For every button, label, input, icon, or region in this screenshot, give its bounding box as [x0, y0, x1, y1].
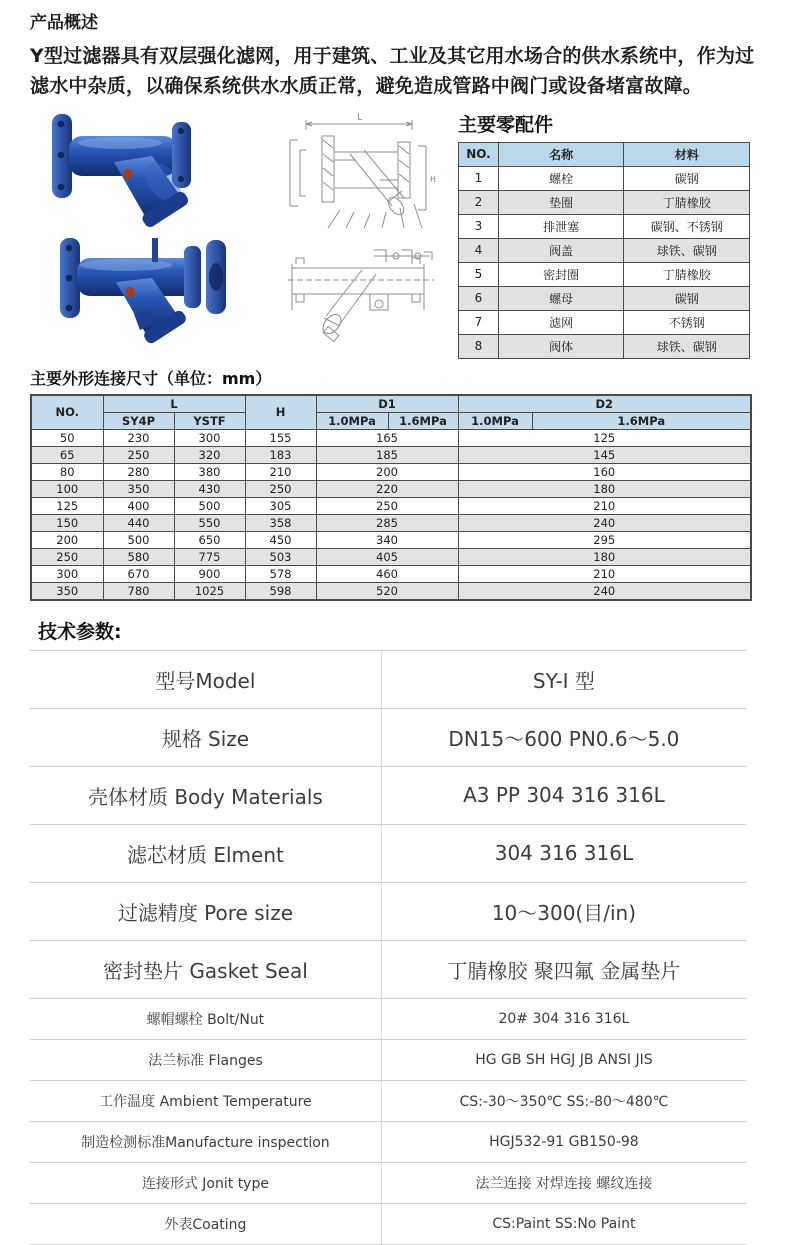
- dimensions-cell: 305: [245, 497, 316, 514]
- dimensions-cell: 670: [103, 565, 174, 582]
- dimensions-cell: 160: [458, 463, 751, 480]
- tech-value: HG GB SH HGJ JB ANSI JIS: [475, 1051, 653, 1068]
- tech-value: 法兰连接 对焊连接 螺纹连接: [475, 1175, 653, 1192]
- parts-row: [459, 166, 750, 190]
- dim-header-d1: D1: [316, 395, 458, 413]
- dimensions-cell: 250: [245, 480, 316, 497]
- dimensions-cell: 240: [458, 582, 751, 600]
- parts-row: [459, 262, 750, 286]
- parts-row: [459, 334, 750, 358]
- y-strainer-photo-top: [48, 110, 228, 228]
- tech-value: CS:-30～350℃ SS:-80～480℃: [459, 1093, 669, 1110]
- dimensions-row: [31, 565, 751, 582]
- dimensions-cell: 210: [458, 565, 751, 582]
- parts-cell: 碳钢、不锈钢: [624, 214, 750, 238]
- parts-table: [458, 142, 750, 359]
- dimensions-cell: 775: [174, 548, 245, 565]
- technical-drawing-top: [270, 110, 448, 234]
- dimensions-cell: 440: [103, 514, 174, 531]
- dimensions-cell: 240: [458, 514, 751, 531]
- drawing-dim-label-h: H: [430, 174, 437, 184]
- dimensions-header-row-2: [31, 412, 751, 429]
- dimensions-row: [31, 531, 751, 548]
- parts-cell: 6: [459, 286, 499, 310]
- dimensions-cell: 780: [103, 582, 174, 600]
- dimensions-cell: 405: [316, 548, 458, 565]
- dimensions-row: [31, 446, 751, 463]
- tech-row: [30, 708, 746, 766]
- parts-cell: 螺栓: [498, 166, 623, 190]
- parts-cell: 3: [459, 214, 499, 238]
- parts-cell: 1: [459, 166, 499, 190]
- parts-cell: 2: [459, 190, 499, 214]
- parts-cell: 球铁、碳钢: [624, 238, 750, 262]
- tech-row: [30, 824, 746, 882]
- dimensions-cell: 650: [174, 531, 245, 548]
- parts-cell: 阀体: [498, 334, 623, 358]
- dimensions-cell: 430: [174, 480, 245, 497]
- product-media-area: [30, 110, 458, 352]
- parts-header-no: NO.: [459, 142, 499, 166]
- dim-header-sy4p: SY4P: [103, 412, 174, 429]
- tech-value: HGJ532-91 GB150-98: [489, 1133, 639, 1150]
- dimensions-cell: 125: [31, 497, 103, 514]
- dimensions-cell: 450: [245, 531, 316, 548]
- tech-row: [30, 882, 746, 940]
- tech-label: 连接形式 Jonit type: [30, 1163, 382, 1203]
- parts-cell: 碳钢: [624, 166, 750, 190]
- dimensions-row: [31, 582, 751, 600]
- parts-cell: 8: [459, 334, 499, 358]
- dimensions-row: [31, 548, 751, 565]
- tech-value: DN15～600 PN0.6～5.0: [448, 726, 680, 751]
- dimensions-cell: 100: [31, 480, 103, 497]
- tech-table: [30, 650, 746, 1245]
- overview-body: Y型过滤器具有双层强化滤网，用于建筑、工业及其它用水场合的供水系统中，作为过滤水中杂质，以确保系统供水水质正常，避免造成管路中阀门或设备堵富故障。: [30, 45, 755, 98]
- parts-cell: 球铁、碳钢: [624, 334, 750, 358]
- parts-cell: 垫圈: [498, 190, 623, 214]
- dimensions-cell: 350: [31, 582, 103, 600]
- tech-value: 10～300(目/in): [491, 900, 637, 925]
- media-and-parts-section: [30, 110, 772, 352]
- tech-label: 密封垫片 Gasket Seal: [30, 941, 382, 998]
- dimensions-cell: 380: [174, 463, 245, 480]
- tech-value: A3 PP 304 316 316L: [463, 783, 665, 808]
- dimensions-cell: 1025: [174, 582, 245, 600]
- dimensions-row: [31, 514, 751, 531]
- dimensions-cell: 145: [458, 446, 751, 463]
- dimensions-cell: 295: [458, 531, 751, 548]
- dimensions-cell: 550: [174, 514, 245, 531]
- dim-header-d1-16: 1.6MPa: [388, 412, 458, 429]
- tech-label: 壳体材质 Body Materials: [30, 767, 382, 824]
- tech-row: [30, 1080, 746, 1121]
- tech-row: [30, 766, 746, 824]
- dimensions-cell: 580: [103, 548, 174, 565]
- dimensions-table-body: [31, 429, 751, 600]
- dimensions-cell: 183: [245, 446, 316, 463]
- parts-cell: 阀盖: [498, 238, 623, 262]
- dimensions-cell: 185: [316, 446, 458, 463]
- parts-section: [458, 110, 758, 352]
- dimensions-cell: 250: [31, 548, 103, 565]
- dim-header-d2: D2: [458, 395, 751, 413]
- parts-cell: 螺母: [498, 286, 623, 310]
- tech-row: [30, 650, 746, 708]
- dimensions-cell: 503: [245, 548, 316, 565]
- technical-drawing-bottom: [274, 238, 440, 342]
- y-strainer-photo-bottom: [56, 230, 246, 346]
- dimensions-cell: 500: [174, 497, 245, 514]
- dimensions-cell: 230: [103, 429, 174, 446]
- dimensions-cell: 500: [103, 531, 174, 548]
- dimensions-row: [31, 463, 751, 480]
- dimensions-cell: 125: [458, 429, 751, 446]
- tech-label: 型号Model: [30, 651, 382, 708]
- dimensions-cell: 180: [458, 548, 751, 565]
- tech-row: [30, 998, 746, 1039]
- tech-value: 304 316 316L: [494, 841, 634, 866]
- dimensions-row: [31, 497, 751, 514]
- dimensions-cell: 200: [316, 463, 458, 480]
- parts-row: [459, 214, 750, 238]
- dimensions-cell: 578: [245, 565, 316, 582]
- tech-label: 螺帽螺栓 Bolt/Nut: [30, 999, 382, 1039]
- dimensions-cell: 200: [31, 531, 103, 548]
- dimensions-cell: 80: [31, 463, 103, 480]
- dimensions-cell: 598: [245, 582, 316, 600]
- dimensions-cell: 350: [103, 480, 174, 497]
- dimensions-cell: 220: [316, 480, 458, 497]
- dim-header-d1-10: 1.0MPa: [316, 412, 388, 429]
- parts-cell: 丁腈橡胶: [624, 190, 750, 214]
- dim-header-h: H: [245, 395, 316, 430]
- dimensions-cell: 358: [245, 514, 316, 531]
- dimensions-cell: 180: [458, 480, 751, 497]
- dimensions-cell: 50: [31, 429, 103, 446]
- parts-header-name: 名称: [498, 142, 623, 166]
- tech-row: [30, 1203, 746, 1245]
- parts-cell: 密封圈: [498, 262, 623, 286]
- dimensions-cell: 900: [174, 565, 245, 582]
- parts-cell: 滤网: [498, 310, 623, 334]
- dimensions-cell: 280: [103, 463, 174, 480]
- dimensions-cell: 400: [103, 497, 174, 514]
- dimensions-cell: 460: [316, 565, 458, 582]
- parts-row: [459, 310, 750, 334]
- parts-row: [459, 286, 750, 310]
- parts-cell: 5: [459, 262, 499, 286]
- dimensions-row: [31, 429, 751, 446]
- tech-label: 外表Coating: [30, 1204, 382, 1244]
- tech-label: 过滤精度 Pore size: [30, 883, 382, 940]
- dimensions-cell: 65: [31, 446, 103, 463]
- dimensions-cell: 285: [316, 514, 458, 531]
- tech-label: 法兰标准 Flanges: [30, 1040, 382, 1080]
- tech-value: 丁腈橡胶 聚四氟 金属垫片: [447, 958, 681, 983]
- parts-cell: 不锈钢: [624, 310, 750, 334]
- parts-header-row: [459, 142, 750, 166]
- tech-row: [30, 1121, 746, 1162]
- parts-cell: 丁腈橡胶: [624, 262, 750, 286]
- tech-value: SY-I 型: [532, 668, 595, 693]
- dimensions-cell: 210: [245, 463, 316, 480]
- dimensions-cell: 165: [316, 429, 458, 446]
- dimensions-cell: 250: [316, 497, 458, 514]
- tech-row: [30, 1039, 746, 1080]
- dimensions-table: [30, 394, 752, 601]
- parts-cell: 排泄塞: [498, 214, 623, 238]
- tech-row: [30, 940, 746, 998]
- dimensions-title: 主要外形连接尺寸（单位：mm）: [30, 368, 272, 388]
- dimensions-cell: 320: [174, 446, 245, 463]
- overview-title: 产品概述: [30, 13, 98, 33]
- tech-label: 滤芯材质 Elment: [30, 825, 382, 882]
- dimensions-cell: 340: [316, 531, 458, 548]
- dim-header-d2-16: 1.6MPa: [532, 412, 751, 429]
- dimensions-cell: 210: [458, 497, 751, 514]
- parts-header-material: 材料: [624, 142, 750, 166]
- dim-header-d2-10: 1.0MPa: [458, 412, 532, 429]
- parts-row: [459, 190, 750, 214]
- parts-cell: 7: [459, 310, 499, 334]
- tech-value: CS:Paint SS:No Paint: [492, 1215, 636, 1232]
- parts-table-body: [459, 166, 750, 358]
- tech-label: 制造检测标准Manufacture inspection: [30, 1122, 382, 1162]
- dimensions-cell: 520: [316, 582, 458, 600]
- tech-label: 工作温度 Ambient Temperature: [30, 1081, 382, 1121]
- dimensions-cell: 300: [31, 565, 103, 582]
- tech-row: [30, 1162, 746, 1203]
- parts-cell: 4: [459, 238, 499, 262]
- dimensions-cell: 150: [31, 514, 103, 531]
- parts-title: 主要零配件: [458, 113, 554, 136]
- parts-row: [459, 238, 750, 262]
- dim-header-no: NO.: [31, 395, 103, 430]
- tech-title: 技术参数:: [38, 620, 122, 643]
- tech-value: 20# 304 316 316L: [498, 1010, 630, 1027]
- dimensions-row: [31, 480, 751, 497]
- dimensions-cell: 250: [103, 446, 174, 463]
- drawing-dim-label-l: L: [357, 112, 363, 123]
- parts-cell: 碳钢: [624, 286, 750, 310]
- dim-header-ystf: YSTF: [174, 412, 245, 429]
- dimensions-header-row-1: [31, 395, 751, 413]
- dimensions-cell: 155: [245, 429, 316, 446]
- tech-label: 规格 Size: [30, 709, 382, 766]
- dimensions-cell: 300: [174, 429, 245, 446]
- dim-header-l: L: [103, 395, 245, 413]
